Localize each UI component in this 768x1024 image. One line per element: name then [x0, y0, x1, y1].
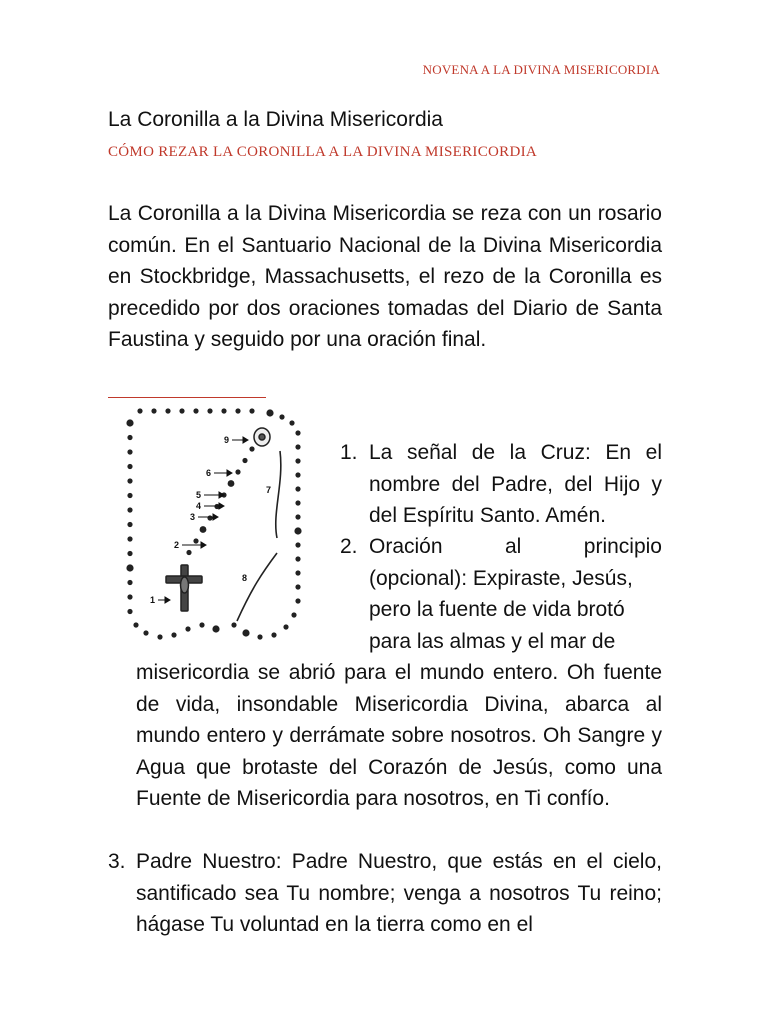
justified-line [369, 531, 662, 563]
rosary-bead [126, 564, 133, 571]
figure-label: 6 [206, 468, 212, 478]
list-number: 3. [108, 850, 126, 873]
word: Oración [369, 535, 443, 558]
rosary-bead [171, 632, 176, 637]
rosary-bead [295, 486, 300, 491]
section-title: La Coronilla a la Divina Misericordia [108, 108, 443, 131]
rosary-bead [143, 630, 148, 635]
rosary-bead [193, 538, 198, 543]
rosary-bead [165, 408, 170, 413]
rosary-bead [179, 408, 184, 413]
rosary-bead [221, 408, 226, 413]
figure-arrowhead [227, 470, 232, 476]
figure-label: 2 [174, 540, 180, 550]
figure-arrowhead [201, 542, 206, 548]
rosary-bead [157, 634, 162, 639]
rosary-bead [127, 507, 132, 512]
text-line: pero la fuente de vida brotó [369, 598, 625, 621]
rosary-bead [185, 626, 190, 631]
rosary-bead [257, 634, 262, 639]
figure-label: 7 [266, 485, 272, 495]
rosary-bead [295, 514, 300, 519]
rosary-bead [151, 408, 156, 413]
figure-arrowhead [219, 503, 224, 509]
rosary-bead [127, 551, 132, 556]
figure-arrowhead [165, 597, 170, 603]
rosary-bead [228, 480, 235, 487]
figure-label: 5 [196, 490, 202, 500]
rosary-bead [207, 515, 212, 520]
list-item-text: Padre Nuestro: Padre Nuestro, que estás en el cielo, santificado sea Tu nombre; venga a nosotros Tu reino; hágase Tu voluntad en la tierra como en el [136, 850, 662, 936]
rosary-bead [249, 408, 254, 413]
list-item-text: La señal de la Cruz: En el nombre del Padre, del Hijo y del Espíritu Santo. Amén. [369, 441, 662, 527]
rosary-bead [199, 622, 204, 627]
rosary-bead [212, 625, 219, 632]
rosary-bead [137, 408, 142, 413]
rosary-bead [291, 612, 296, 617]
text-line: (opcional): Expiraste, Jesús, [369, 566, 633, 590]
pointer-line-8 [237, 553, 277, 621]
rosary-bead [127, 580, 132, 585]
rosary-bead [127, 478, 132, 483]
rosary-bead [186, 550, 191, 555]
rosary-bead [295, 542, 300, 547]
rosary-bead [127, 522, 132, 527]
figure-label: 9 [224, 435, 230, 445]
rosary-bead [294, 527, 301, 534]
list-item-text-narrow [369, 531, 662, 657]
intro-paragraph: La Coronilla a la Divina Misericordia se reza con un rosario común. En el Santuario Nacional de la Divina Misericordia en Stockbridge, Massachusetts, el rezo de la Coronilla es precedido por dos oraciones tomadas del Diario de Santa Faustina y seguido por una oración final. [108, 202, 662, 351]
rosary-diagram [112, 403, 322, 643]
figure-label: 1 [150, 595, 156, 605]
rosary-bead [279, 414, 284, 419]
rosary-bead [249, 446, 254, 451]
rosary-bead [200, 526, 207, 533]
rosary-bead [295, 556, 300, 561]
rosary-bead [133, 622, 138, 627]
rosary-bead [295, 584, 300, 589]
medal-icon [254, 428, 270, 446]
rosary-bead [127, 594, 132, 599]
figure-arrowhead [213, 514, 218, 520]
running-header: NOVENA A LA DIVINA MISERICORDIA [422, 62, 660, 77]
rosary-bead [242, 629, 249, 636]
word: al [504, 535, 522, 558]
figure-arrowhead [243, 437, 248, 443]
rosary-bead [283, 624, 288, 629]
rosary-bead [127, 493, 132, 498]
rosary-bead [295, 430, 300, 435]
rosary-bead [266, 409, 273, 416]
rosary-bead [235, 408, 240, 413]
rosary-bead [193, 408, 198, 413]
figure-label: 4 [196, 501, 202, 511]
figure-label: 3 [190, 512, 196, 522]
word: principio [583, 535, 662, 558]
rosary-bead [127, 449, 132, 454]
rosary-bead [127, 609, 132, 614]
list-number: 1. [340, 441, 358, 464]
rosary-bead [207, 408, 212, 413]
list-item-text-wide: misericordia se abrió para el mundo entero. Oh fuente de vida, insondable Misericordia Divina, abarca al mundo entero y derrámate sobre nosotros. Oh Sangre y Agua que brotaste del Corazón de Jesús, como una Fuente de Misericordia para nosotros, en Ti confío. [136, 661, 662, 810]
rosary-bead [271, 632, 276, 637]
text-line: para las almas y el mar de [369, 629, 616, 653]
figure-label: 8 [242, 573, 248, 583]
rosary-bead [231, 622, 236, 627]
rosary-bead [127, 435, 132, 440]
rosary-bead [295, 444, 300, 449]
crucifix-icon [166, 565, 202, 611]
rosary-bead [242, 458, 247, 463]
list-number: 2. [340, 535, 358, 558]
rosary-bead [295, 458, 300, 463]
rosary-bead [127, 536, 132, 541]
rosary-bead [235, 469, 240, 474]
rosary-illustration [112, 403, 322, 643]
rosary-bead [295, 500, 300, 505]
pointer-line-7 [276, 451, 281, 538]
divider-rule [108, 397, 266, 398]
rosary-bead [295, 598, 300, 603]
rosary-bead [295, 570, 300, 575]
rosary-bead [295, 472, 300, 477]
rosary-bead [126, 419, 133, 426]
rosary-bead [127, 464, 132, 469]
rosary-bead [289, 420, 294, 425]
section-subtitle: CÓMO REZAR LA CORONILLA A LA DIVINA MISERICORDIA [108, 144, 538, 160]
